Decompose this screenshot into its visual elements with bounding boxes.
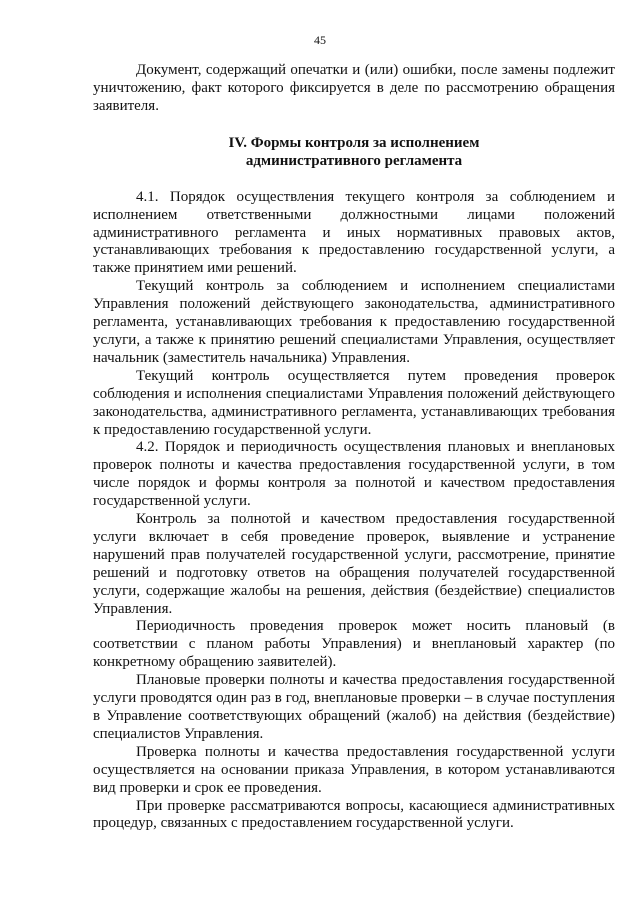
paragraph: 4.2. Порядок и периодичность осуществления плановых и внеплановых проверок полноты и качества предоставления государственной услуги, в том числе порядок и формы контроля за полнотой и качеством предоставления государственной услуги.	[93, 439, 615, 510]
page-number: 45	[314, 33, 326, 47]
paragraph: При проверке рассматриваются вопросы, касающиеся административных процедур, связанных с предоставлением государственной услуги.	[93, 797, 615, 832]
section-heading-line: административного регламента	[245, 152, 463, 169]
paragraph: Проверка полноты и качества предоставления государственной услуги осуществляется на основании приказа Управления, в котором устанавливаются вид проверки и срок ее проведения.	[93, 743, 615, 796]
paragraph: Плановые проверки полноты и качества предоставления государственной услуги проводятся один раз в год, внеплановые проверки – в случае поступления в Управление соответствующих обращений (жалоб) на действия (бездействие) специалистов Управления.	[93, 672, 615, 742]
document-body	[93, 62, 615, 833]
paragraph: Текущий контроль осуществляется путем проведения проверок соблюдения и исполнения специалистами Управления положений действующего законодательства, административного регламента, устанавливающих требования к предоставлению государственной услуги.	[93, 367, 615, 438]
section-heading	[93, 134, 615, 170]
paragraph: Контроль за полнотой и качеством предоставления государственной услуги включает в себя проведение проверок, выявление и устранение нарушений прав получателей государственной услуги, рассмотрение, принятие решений и подготовку ответов на обращения получателей государственной услуги, содержащие жалобы на решения, действия (бездействие) специалистов Управления.	[93, 511, 615, 617]
paragraph: Документ, содержащий опечатки и (или) ошибки, после замены подлежит уничтожению, факт которого фиксируется в деле по рассмотрению обращения заявителя.	[93, 62, 615, 114]
paragraph: Текущий контроль за соблюдением и исполнением специалистами Управления положений действующего законодательства, административного регламента, устанавливающих требования к предоставлению государственной услуги, а также к принятию решений специалистами Управления, осуществляет начальник (заместитель начальника) Управления.	[93, 278, 615, 366]
paragraph: Периодичность проведения проверок может носить плановый (в соответствии с планом работы Управления) и внеплановый характер (по конкретному обращению заявителей).	[93, 618, 615, 671]
paragraph: 4.1. Порядок осуществления текущего контроля за соблюдением и исполнением ответственными должностными лицами положений административного регламента и иных нормативных правовых актов, устанавливающих требования к предоставлению государственной услуги, а также принятием ими решений.	[93, 188, 615, 277]
section-heading-line: IV. Формы контроля за исполнением	[228, 134, 480, 151]
